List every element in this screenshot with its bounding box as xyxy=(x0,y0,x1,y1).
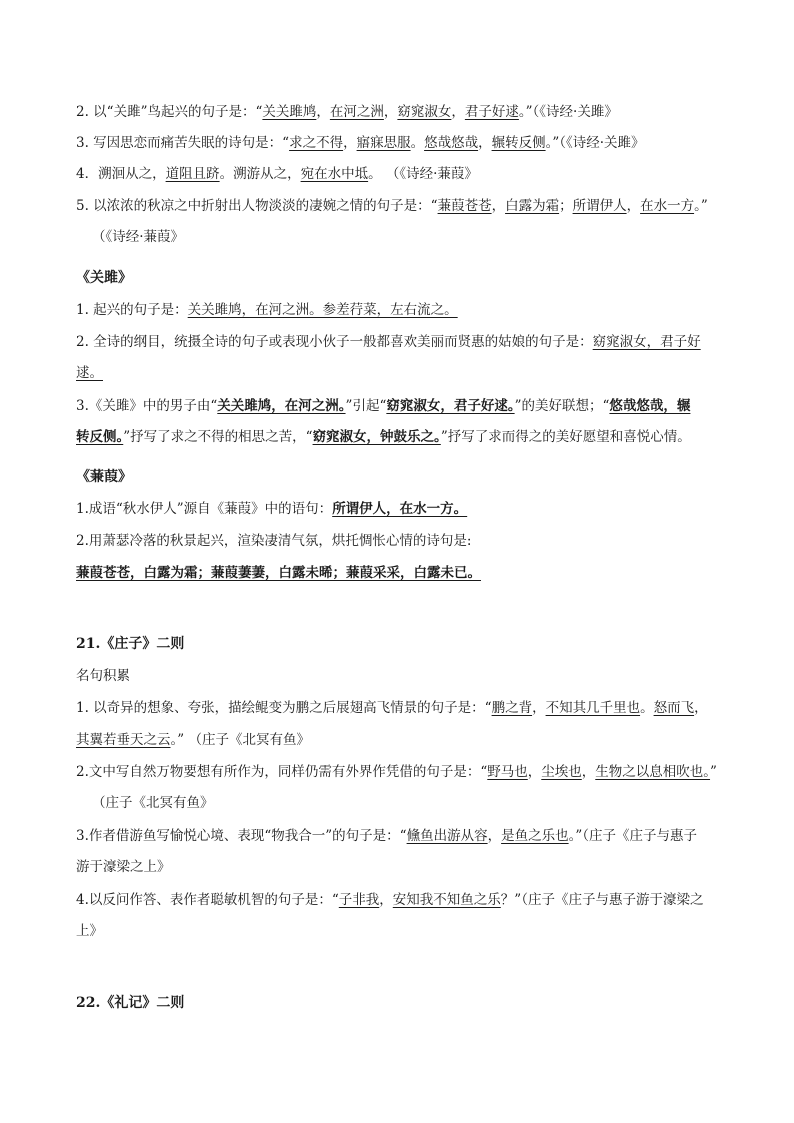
text-line xyxy=(76,164,734,184)
text-line xyxy=(76,730,734,750)
text-line xyxy=(76,890,734,910)
text-segment: 1. 以奇异的想象、夸张，描绘鲲变为鹏之后展翅高飞情景的句子是：“ xyxy=(76,700,492,716)
text-segment: 名句积累 xyxy=(76,668,130,684)
text-line xyxy=(76,826,734,846)
text-segment: ”引起“ xyxy=(345,398,387,414)
answer-text: 所谓伊人 xyxy=(572,198,627,214)
answer-text: 在河之洲 xyxy=(329,104,384,120)
answer-text: 窈窕淑女，君子好 xyxy=(592,334,701,350)
text-segment: 游于濠梁之上》 xyxy=(76,859,171,875)
text-segment: 上》 xyxy=(76,923,103,939)
answer-text: 求之不得 xyxy=(289,135,344,151)
text-line xyxy=(76,300,734,320)
text-segment: ， xyxy=(491,198,506,214)
text-segment: ”的美好联想；“ xyxy=(514,398,610,414)
text-segment: 。”（《诗经·关雎》 xyxy=(545,135,645,151)
text-segment: 。 xyxy=(410,135,425,151)
text-segment: ， xyxy=(478,135,492,151)
text-segment: ”抒写了求而得之的美好愿望和喜悦心情。 xyxy=(440,429,691,445)
answer-text: 转反侧。 xyxy=(76,429,124,445)
text-segment: ， xyxy=(487,828,502,844)
text-segment: 3.《关雎》中的男子由“ xyxy=(76,398,218,414)
answer-text: 关关雎鸠 xyxy=(262,104,317,120)
answer-text: 窈窕淑女，君子好逑。 xyxy=(386,398,515,414)
answer-text: 窈窕淑女，钟鼓乐之。 xyxy=(312,429,441,445)
answer-text: 安知我不知鱼之乐 xyxy=(392,892,501,908)
answer-text: 悠哉悠哉，辗 xyxy=(609,398,691,414)
text-segment: ， xyxy=(694,700,708,716)
text-segment: 。 （《诗经·蒹葭》 xyxy=(368,166,478,182)
answer-text: 鹏之背 xyxy=(491,700,533,716)
text-segment: ， xyxy=(581,764,596,780)
text-segment: 《蒹葭》 xyxy=(76,469,132,485)
answer-text: 野马也 xyxy=(487,764,528,780)
text-line xyxy=(76,133,734,153)
text-segment: ” xyxy=(710,764,717,780)
answer-text: 生物之以息相吹也。 xyxy=(595,764,711,780)
answer-text: 寤寐思服 xyxy=(356,135,411,151)
answer-text: 所谓伊人，在水一方。 xyxy=(332,501,468,517)
text-line xyxy=(76,857,734,877)
text-segment: 2. 以“关雎”鸟起兴的句子是：“ xyxy=(76,104,263,120)
text-segment: ； xyxy=(559,198,573,214)
answer-text: 怒而飞 xyxy=(653,700,695,716)
text-line xyxy=(76,196,734,216)
text-segment: ， xyxy=(532,700,546,716)
section-heading xyxy=(76,634,184,654)
answer-text: 君子好逑 xyxy=(464,104,519,120)
answer-text: 子非我 xyxy=(338,892,380,908)
text-segment: ， xyxy=(343,135,357,151)
text-segment: 。溯游从之， xyxy=(219,166,301,182)
text-segment: ， xyxy=(316,104,330,120)
text-segment: ？”（庄子《庄子与惠子游于濠梁之 xyxy=(500,892,704,908)
text-line xyxy=(92,793,734,813)
text-line xyxy=(92,227,734,247)
text-line xyxy=(76,531,734,551)
text-line xyxy=(76,666,734,686)
answer-text: 窈窕淑女 xyxy=(397,104,452,120)
text-segment: 2.文中写自然万物要想有所作为，同样仍需有外界作凭借的句子是：“ xyxy=(76,764,488,780)
text-line xyxy=(76,102,734,122)
text-line xyxy=(76,396,734,416)
text-line xyxy=(76,921,734,941)
text-segment: （庄子《北冥有鱼》 xyxy=(92,795,214,811)
text-segment: 4．溯洄从之， xyxy=(76,166,166,182)
answer-text: 关关雎鸠，在河之洲。 xyxy=(217,398,346,414)
text-segment: ， xyxy=(383,104,398,120)
answer-text: 尘埃也 xyxy=(541,764,582,780)
section-heading xyxy=(76,268,132,288)
text-segment: 22.《礼记》二则 xyxy=(76,995,185,1011)
text-segment: 4.以反问作答、表作者聪敏机智的句子是：“ xyxy=(76,892,339,908)
text-segment: 。 xyxy=(640,700,654,716)
text-line xyxy=(76,332,734,352)
text-line xyxy=(76,363,734,383)
text-segment: 2.用萧瑟冷落的秋景起兴，渲染凄清气氛，烘托惆怅心情的诗句是: xyxy=(76,533,472,549)
text-line xyxy=(76,499,734,519)
text-segment: ， xyxy=(626,198,641,214)
text-segment: 。” （庄子《北冥有鱼》 xyxy=(170,732,310,748)
text-segment: 3. 写因思恋而痛苦失眠的诗句是：“ xyxy=(76,135,290,151)
text-segment: ”抒写了求之不得的相思之苦，“ xyxy=(123,429,313,445)
text-segment: （《诗经·蒹葭》 xyxy=(92,229,185,245)
text-segment: 。”（庄子《庄子与惠子 xyxy=(568,828,697,844)
answer-text: 其翼若垂天之云 xyxy=(76,732,171,748)
text-line xyxy=(76,762,734,782)
answer-text: 逑。 xyxy=(76,365,103,381)
text-line xyxy=(76,698,734,718)
answer-text: 宛在水中坻 xyxy=(300,166,369,182)
answer-text: 是鱼之乐也 xyxy=(501,828,569,844)
text-segment: 1. 起兴的句子是： xyxy=(76,302,188,318)
text-segment: 《关雎》 xyxy=(76,270,132,286)
text-line xyxy=(76,427,734,447)
answer-text: 悠哉悠哉 xyxy=(424,135,479,151)
answer-text: 儵鱼出游从容 xyxy=(406,828,488,844)
answer-text: 不知其几千里也 xyxy=(545,700,641,716)
answer-text: 白露为霜 xyxy=(505,198,560,214)
text-segment: 1.成语“秋水伊人”源自《蒹葭》中的语句： xyxy=(76,501,333,517)
answer-text: 关关雎鸠，在河之洲。参差荇菜，左右流之。 xyxy=(187,302,458,318)
answer-text: 辗转反侧 xyxy=(491,135,546,151)
text-segment: ， xyxy=(379,892,393,908)
text-segment: ， xyxy=(451,104,465,120)
text-segment: 3.作者借游鱼写愉悦心境、表现“物我合一”的句子是：“ xyxy=(76,828,407,844)
answer-text: 道阻且跻 xyxy=(165,166,220,182)
text-segment: 。” xyxy=(694,198,708,214)
text-segment: 5. 以浓浓的秋凉之中折射出人物淡淡的凄婉之情的句子是：“ xyxy=(76,198,438,214)
section-heading xyxy=(76,993,184,1013)
text-segment: 。”（《诗经·关雎》 xyxy=(518,104,618,120)
text-segment: 21.《庄子》二则 xyxy=(76,636,185,652)
section-heading xyxy=(76,467,132,487)
answer-text: 在水一方 xyxy=(640,198,695,214)
text-segment: 2. 全诗的纲目，统摄全诗的句子或表现小伙子一般都喜欢美丽而贤惠的姑娘的句子是： xyxy=(76,334,593,350)
answer-text: 蒹葭苍苍 xyxy=(437,198,492,214)
text-line xyxy=(76,563,734,583)
text-segment: ， xyxy=(527,764,542,780)
answer-text: 蒹葭苍苍，白露为霜；蒹葭萋萋，白露未晞；蒹葭采采，白露未已。 xyxy=(76,565,481,581)
